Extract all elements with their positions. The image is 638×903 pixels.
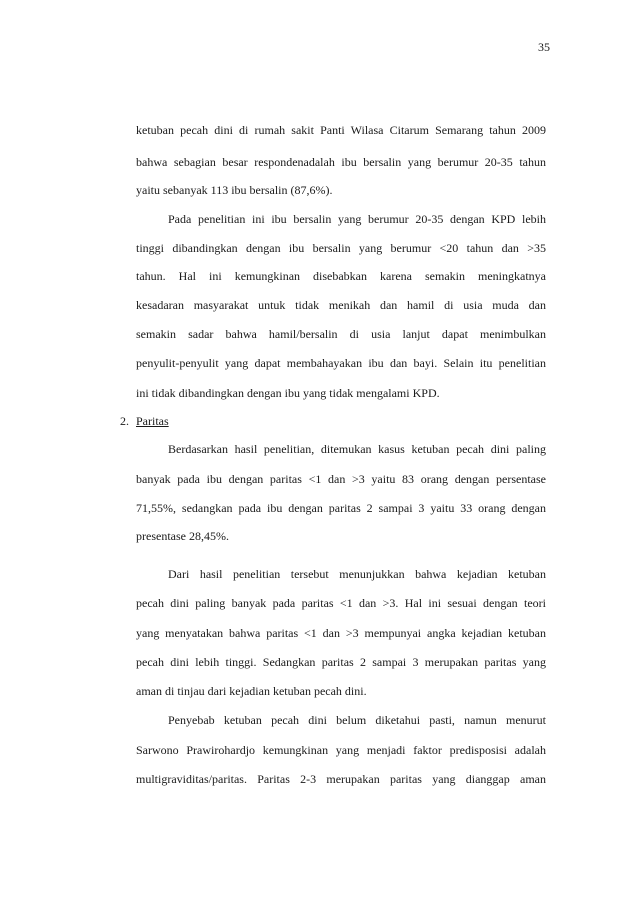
section-title: Paritas [136,414,169,428]
text-line: semakin sadar bahwa hamil/bersalin di usia lanjut dapat menimbulkan [136,327,546,341]
text-line: 71,55%, sedangkan pada ibu dengan paritas 2 sampai 3 yaitu 33 orang dengan [136,501,546,515]
text-line: Berdasarkan hasil penelitian, ditemukan kasus ketuban pecah dini paling [168,442,546,456]
text-line: yang menyatakan bahwa paritas <1 dan >3 mempunyai angka kejadian ketuban [136,626,546,640]
text-line: Dari hasil penelitian tersebut menunjukkan bahwa kejadian ketuban [168,567,546,581]
text-line: aman di tinjau dari kejadian ketuban pecah dini. [136,684,367,698]
text-line: kesadaran masyarakat untuk tidak menikah dan hamil di usia muda dan [136,298,546,312]
text-line: Sarwono Prawirohardjo kemungkinan yang menjadi faktor predisposisi adalah [136,743,546,757]
text-line: pecah dini paling banyak pada paritas <1 dan >3. Hal ini sesuai dengan teori [136,596,546,610]
section-heading [120,413,169,429]
section-number: 2. [120,414,129,428]
text-line: tinggi dibandingkan dengan ibu bersalin yang berumur <20 tahun dan >35 [136,241,546,255]
page-number: 35 [538,40,550,54]
text-line: Penyebab ketuban pecah dini belum diketahui pasti, namun menurut [168,713,546,727]
text-line: bahwa sebagian besar respondenadalah ibu bersalin yang berumur 20-35 tahun [136,155,546,169]
text-line: pecah dini lebih tinggi. Sedangkan paritas 2 sampai 3 merupakan paritas yang [136,655,546,669]
text-line: ini tidak dibandingkan dengan ibu yang tidak mengalami KPD. [136,386,440,400]
text-line: ketuban pecah dini di rumah sakit Panti Wilasa Citarum Semarang tahun 2009 [136,123,546,137]
text-line: presentase 28,45%. [136,529,229,543]
text-line: penyulit-penyulit yang dapat membahayakan ibu dan bayi. Selain itu penelitian [136,356,546,370]
text-line: yaitu sebanyak 113 ibu bersalin (87,6%). [136,183,333,197]
text-line: banyak pada ibu dengan paritas <1 dan >3 yaitu 83 orang dengan persentase [136,472,546,486]
text-line: tahun. Hal ini kemungkinan disebabkan karena semakin meningkatnya [136,269,546,283]
text-line: multigraviditas/paritas. Paritas 2-3 merupakan paritas yang dianggap aman [136,772,546,786]
text-line: Pada penelitian ini ibu bersalin yang berumur 20-35 dengan KPD lebih [168,212,546,226]
